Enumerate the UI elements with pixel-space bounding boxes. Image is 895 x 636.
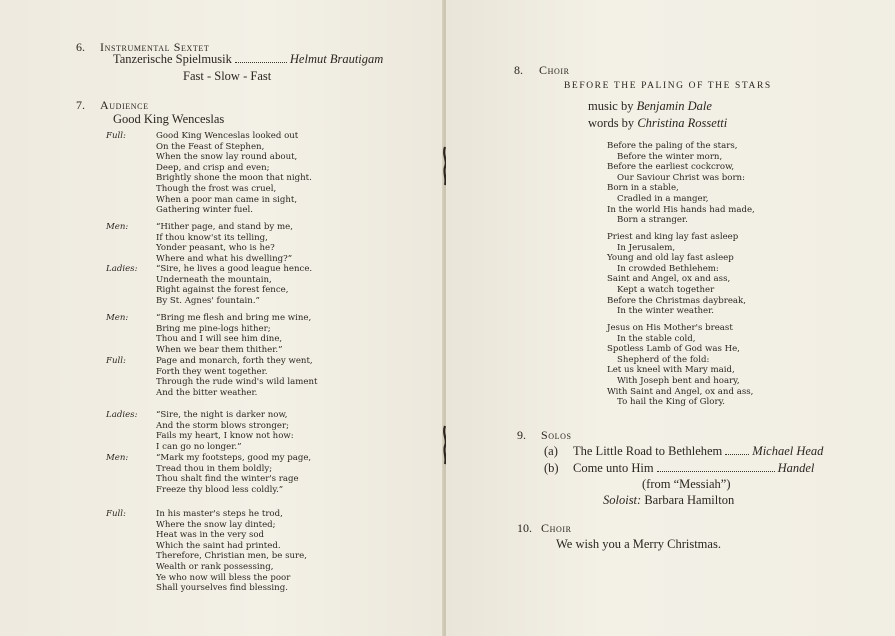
solo-a-label: (a) (544, 444, 558, 458)
lyric-line: In Jerusalem, (617, 242, 676, 253)
words-author: Christina Rossetti (637, 116, 728, 130)
left-page (0, 0, 444, 636)
lyric-line: Wealth or rank possessing, (156, 562, 274, 572)
item6-composer: Helmut Brautigam (289, 52, 384, 66)
solo-b-note: (from “Messiah”) (642, 477, 731, 491)
lyric-line: Tread thou in them boldly; (156, 463, 273, 474)
words-prefix: words by (588, 116, 635, 130)
lyric-line: Yonder peasant, who is he? (156, 243, 275, 254)
item10-heading: Choir (541, 521, 572, 535)
lyric-line: And the bitter weather. (156, 387, 258, 398)
lyric-line: Ye who now will bless the poor (156, 572, 291, 583)
lyric-line: I can go no longer.” (156, 441, 242, 452)
lyric-line: Before the paling of the stars, (607, 141, 738, 151)
lyric-line: Priest and king lay fast asleep (607, 232, 739, 242)
lyric-line: With Joseph bent and hoary, (617, 376, 740, 386)
lyric-line: Forth they went together. (156, 366, 268, 377)
lyric-line: Page and monarch, forth they went, (156, 356, 313, 366)
lyric-line: Let us kneel with Mary maid, (607, 365, 735, 376)
lyric-line: When the snow lay round about, (156, 152, 298, 163)
lyric-line: Therefore, Christian men, be sure, (156, 551, 307, 562)
lyric-line: In the stable cold, (617, 333, 696, 344)
lyric-line: To hail the King of Glory. (617, 397, 726, 408)
lyric-line: With Saint and Angel, ox and ass, (607, 386, 754, 397)
lyric-line: Young and old lay fast asleep (607, 253, 734, 264)
lyric-line: Heat was in the very sod (156, 530, 265, 541)
solo-a-title: The Little Road to Bethlehem (573, 444, 723, 458)
lyric-line: In the world His hands had made, (607, 204, 755, 215)
right-page (446, 0, 895, 636)
lyric-line: “Sire, the night is darker now, (156, 410, 288, 420)
item6-title: Tanzerische Spielmusik (113, 52, 232, 66)
item8-heading: Choir (539, 63, 570, 77)
lyric-line: In his master's steps he trod, (156, 509, 283, 519)
lyric-line: If thou know'st its telling, (156, 232, 268, 243)
lyric-line: Though the frost was cruel, (156, 184, 277, 194)
lyric-line: Before the earliest cockcrow, (607, 162, 735, 173)
solo-a-leader-dots (725, 453, 749, 455)
lyric-line: Good King Wenceslas looked out (156, 131, 299, 141)
solo-a-composer: Michael Head (752, 444, 824, 458)
lyric-line: Thou and I will see him dine, (156, 334, 283, 345)
lyric-line: Saint and Angel, ox and ass, (607, 274, 731, 285)
lyric-line: Where the snow lay dinted; (156, 519, 276, 530)
solo-a-line (573, 444, 823, 459)
item8-number: 8. (514, 63, 523, 77)
lyric-line: “Bring me flesh and bring me wine, (156, 313, 312, 323)
music-prefix: music by (588, 99, 634, 113)
lyric-line: When a poor man came in sight, (156, 194, 298, 205)
item6-heading: Instrumental Sextet (100, 40, 210, 54)
lyric-line: Where and what his dwelling?” (156, 253, 293, 264)
lyric-line: Brightly shone the moon that night. (156, 173, 312, 184)
lyric-line: Gathering winter fuel. (156, 205, 253, 216)
soloist-label: Soloist: (603, 493, 642, 507)
item10-title: We wish you a Merry Christmas. (556, 537, 721, 551)
lyric-line: Shepherd of the fold: (617, 354, 710, 365)
lyric-line: Before the Christmas daybreak, (607, 295, 746, 306)
lyric-line: In the winter weather. (617, 306, 715, 317)
lyric-line: Spotless Lamb of God was He, (607, 344, 740, 355)
lyric-line: “Hither page, and stand by me, (156, 222, 293, 232)
lyric-line: Underneath the mountain, (156, 274, 272, 285)
lyric-line: In crowded Bethlehem: (617, 263, 719, 274)
item9-heading: Solos (541, 428, 572, 442)
lyric-line: Cradled in a manger, (617, 194, 709, 204)
lyric-line: Which the saint had printed. (156, 540, 281, 551)
music-composer: Benjamin Dale (636, 99, 712, 113)
item6-leader-dots (235, 61, 287, 63)
lyric-line: And the storm blows stronger; (156, 420, 289, 431)
lyric-line: Bring me pine-logs hither; (156, 323, 271, 334)
lyric-line: Thou shalt find the winter's rage (156, 474, 299, 485)
lyric-line: “Mark my footsteps, good my page, (156, 453, 312, 463)
lyric-line: Born in a stable, (607, 183, 679, 194)
voice-label: Men: (106, 222, 129, 232)
lyric-line: Deep, and crisp and even; (156, 162, 270, 173)
item6-title-line (113, 52, 383, 67)
lyric-line: Through the rude wind's wild lament (156, 377, 318, 388)
lyric-line: Before the winter morn, (617, 151, 723, 162)
lyric-line: “Sire, he lives a good league hence. (156, 264, 313, 274)
solo-b-title: Come unto Him (573, 461, 654, 475)
voice-label: Full: (106, 131, 126, 141)
lyric-line: Shall yourselves find blessing. (156, 583, 288, 594)
item8-words-credit (588, 116, 727, 131)
voice-label: Men: (106, 453, 129, 463)
item9-number: 9. (517, 428, 526, 442)
lyric-line: Right against the forest fence, (156, 285, 289, 296)
voice-label: Men: (106, 313, 129, 323)
item7-title: Good King Wenceslas (113, 112, 225, 126)
item7-number: 7. (76, 98, 85, 112)
solo-b-composer: Handel (777, 461, 815, 475)
lyric-line: Jesus on His Mother's breast (607, 323, 733, 333)
solo-b-leader-dots (657, 470, 775, 472)
item8-subtitle: BEFORE THE PALING OF THE STARS (564, 81, 772, 91)
lyric-line: By St. Agnes' fountain.” (156, 295, 260, 306)
lyric-line: Kept a watch together (617, 285, 715, 295)
lyric-line: Our Saviour Christ was born: (617, 172, 745, 183)
lyric-line: On the Feast of Stephen, (156, 141, 265, 152)
item8-music-credit (588, 99, 712, 114)
lyric-line: Freeze thy blood less coldly.” (156, 484, 284, 495)
soloist-name: Barbara Hamilton (644, 493, 735, 507)
voice-label: Full: (106, 509, 126, 519)
soloist-line (603, 493, 734, 508)
lyric-line: Fails my heart, I know not how: (156, 431, 294, 442)
item7-heading: Audience (100, 98, 149, 112)
voice-label: Ladies: (106, 264, 138, 274)
item10-number: 10. (517, 521, 532, 535)
lyric-line: Born a stranger. (617, 215, 688, 226)
lyric-line: When we bear them thither.” (156, 344, 283, 355)
item6-tempo: Fast - Slow - Fast (183, 69, 272, 83)
item6-number: 6. (76, 40, 85, 54)
voice-label: Full: (106, 356, 126, 366)
solo-b-line (573, 461, 814, 476)
solo-b-label: (b) (544, 461, 559, 475)
voice-label: Ladies: (106, 410, 138, 420)
